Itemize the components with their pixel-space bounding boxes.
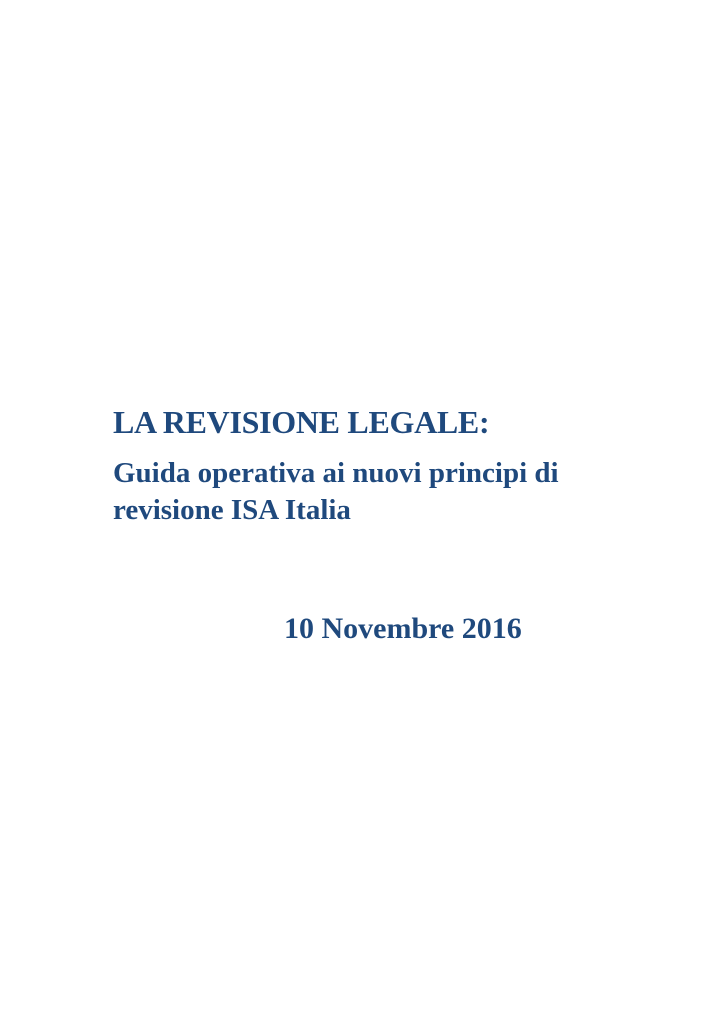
document-date: 10 Novembre 2016 [284,612,522,645]
subtitle-line: revisione ISA Italia [113,494,351,526]
document-title: LA REVISIONE LEGALE: [113,404,490,440]
subtitle-line: Guida operativa ai nuovi principi di [113,457,559,489]
title-block [113,402,633,529]
document-subtitle [113,455,633,529]
